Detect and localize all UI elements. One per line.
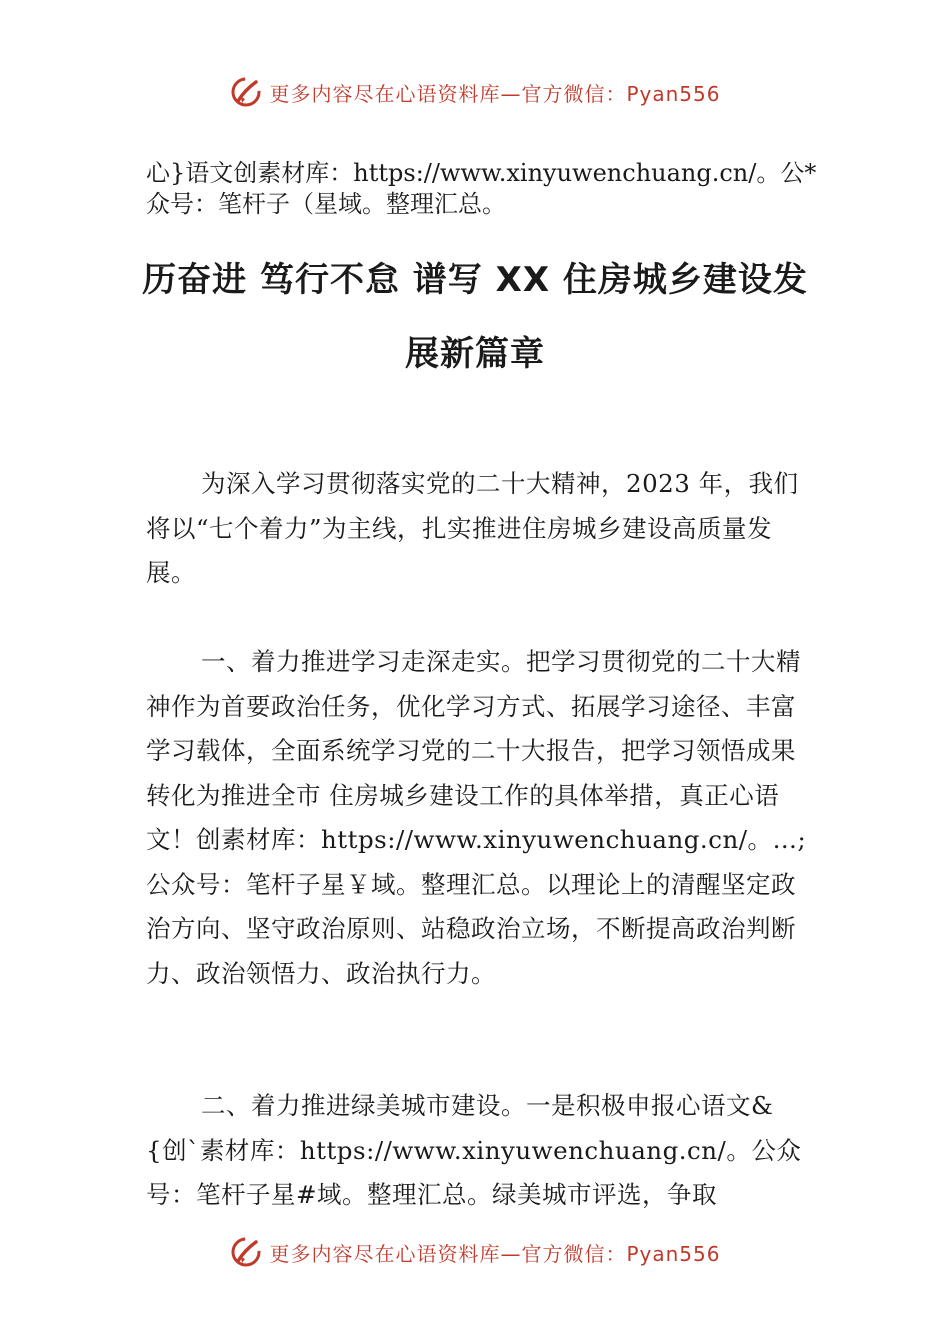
body-paragraph-section-2: 二、着力推进绿美城市建设。一是积极申报心语文&{创`素材库：https://www.xinyuwenchuang.cn/。公众号：笔杆子星#域。整理汇总。绿美城市评选，争取 xyxy=(146,1091,802,1209)
watermark-text: 更多内容尽在心语资料库—官方微信：Pyan556 xyxy=(269,81,721,106)
body-paragraph-intro: 为深入学习贯彻落实党的二十大精神，2023 年，我们将以“七个着力”为主线，扎实推进住房城乡建设高质量发展。 xyxy=(146,469,799,587)
footer-watermark-banner xyxy=(0,1230,950,1274)
body-paragraph-section-1: 一、着力推进学习走深走实。把学习贯彻党的二十大精神作为首要政治任务，优化学习方式、拓展学习途径、丰富学习载体，全面系统学习党的二十大报告，把学习领悟成果转化为推进全市 住房城乡建设工作的具体举措，真正心语文！创素材库：https://www.xinyuwenchuang.cn/。…;公众号：笔杆子星￥域。整理汇总。以理论上的清醒坚定政治方向、坚守政治原则、站稳政治立场，不断提高政治判断力、政治领悟力、政治执行力。 xyxy=(146,647,807,988)
document-title-line-2: 展新篇章 xyxy=(405,334,545,374)
source-note-line: 心}语文创素材库：https://www.xinyuwenchuang.cn/。公* xyxy=(146,159,817,187)
header-watermark-banner xyxy=(0,70,950,114)
document-title-line-1: 历奋进 笃行不怠 谱写 XX 住房城乡建设发 xyxy=(142,260,808,300)
source-note xyxy=(146,158,846,220)
brush-stroke-logo-icon xyxy=(229,75,263,109)
source-note-line: 众号：笔杆子（星域。整理汇总。 xyxy=(146,190,506,218)
watermark-text: 更多内容尽在心语资料库—官方微信：Pyan556 xyxy=(269,1241,721,1266)
brush-stroke-logo-icon xyxy=(229,1235,263,1269)
